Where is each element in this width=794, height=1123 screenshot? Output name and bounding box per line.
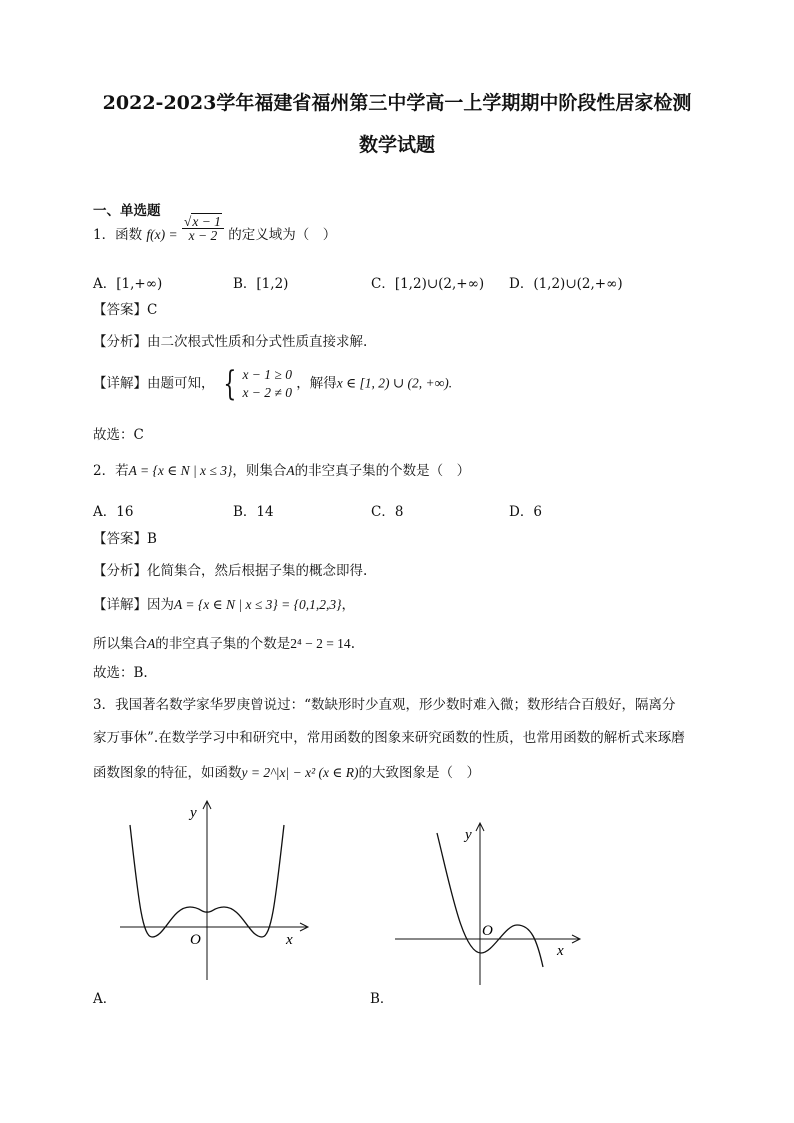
q2-option-a[interactable]: A．16 [93,504,134,520]
q1-frac-num: x − 1 [192,213,221,229]
q1-stem-suffix: 的定义域为（ ） [228,227,337,243]
answer-tag: 【答案】 [93,531,147,547]
q1-analysis-text: 由二次根式性质和分式性质直接求解. [147,334,368,350]
q2-line2-end: . [350,636,355,652]
detail-tag: 【详解】 [93,375,147,392]
q2-set-name: A [286,463,295,478]
q1-frac-den: x − 2 [188,228,218,243]
analysis-tag: 【分析】 [93,334,147,350]
q2-number: 2． [93,463,116,479]
q1-stem [93,213,337,243]
q2-option-c[interactable]: C．8 [371,504,404,520]
q3-line3-suffix: 的大致图象是（ ） [358,765,480,781]
q1-choice: 故选：C [93,427,144,443]
q2-line2-prefix: 所以集合 [93,636,147,652]
q3-number: 3． [93,697,116,713]
detail-tag: 【详解】 [93,597,147,613]
q1-detail-suffix: ，解得 [296,375,337,392]
q3-stem-line2: 家万事休”.在数学学习中和研究中，常用函数的图象来研究函数的性质，也常用函数的解析式来琢磨 [93,730,685,746]
y-axis-label: y [465,827,472,843]
q1-func: f(x) = [146,227,178,242]
q3-line3-prefix: 函数图象的特征，如函数 [93,765,242,781]
x-axis-label: x [557,943,564,959]
q3-stem-line3 [93,766,480,781]
q2-answer [93,533,157,547]
q2-line2-expr: 2⁴ − 2 = 14 [290,636,351,651]
q2-line2-set: A [147,636,156,651]
q1-analysis [93,336,367,350]
q2-line2-mid: 的非空真子集的个数是 [155,636,291,652]
q2-detail-line2 [93,637,355,652]
q3-option-b-label[interactable]: B． [370,991,394,1007]
q1-detail-prefix: 由题可知， [147,375,215,392]
origin-label: O [190,932,201,948]
q2-detail [93,598,355,613]
x-axis-label: x [286,932,293,948]
q2-analysis-text: 化简集合，然后根据子集的概念即得. [147,563,368,579]
q3-line3-expr: y = 2^|x| − x² (x ∈ R) [241,765,359,780]
origin-label: O [482,923,493,939]
q1-option-b[interactable]: B．[1,2) [233,276,289,292]
q1-number: 1． [93,227,116,243]
q2-stem-prefix: 若 [115,463,129,479]
q2-detail-prefix: 因为 [147,597,174,613]
q3-graph-a [110,795,320,985]
q3-stem-line1 [93,699,676,713]
q2-set-expr: A = {x ∈ N | x ≤ 3} [128,463,233,478]
q1-detail [93,364,453,405]
q1-stem-prefix: 函数 [115,227,143,243]
q2-stem-mid: ，则集合 [232,463,287,479]
q2-option-b[interactable]: B．14 [233,504,274,520]
q2-detail-expr: A = {x ∈ N | x ≤ 3} = {0,1,2,3} [174,597,342,612]
q1-answer-value: C [147,302,158,318]
q2-analysis [93,565,367,579]
q2-option-d[interactable]: D．6 [509,504,542,520]
q1-detail-result: x ∈ [1, 2) ∪ (2, +∞). [336,375,453,391]
page-title-line1: 2022-2023学年福建省福州第三中学高一上学期期中阶段性居家检测 [102,92,692,114]
q2-stem [93,464,470,479]
q3-line1: 我国著名数学家华罗庚曾说过：“数缺形时少直观，形少数时难入微；数形结合百般好，隔离分 [115,697,676,713]
q1-fraction: $\frac{√x - 1}{x - 2}$ [182,215,224,243]
q2-stem-suffix: 的非空真子集的个数是（ ） [294,463,471,479]
q1-option-c[interactable]: C．[1,2)∪(2,+∞) [371,276,485,292]
q2-answer-value: B [147,531,157,547]
page-title-line2: 数学试题 [358,134,435,156]
q3-graph-b [385,815,595,990]
q1-option-d[interactable]: D．(1,2)∪(2,+∞) [509,276,623,292]
q1-option-a[interactable]: A．[1,+∞) [93,276,163,292]
q2-detail-suffix: ， [341,597,356,613]
y-axis-label: y [190,805,197,821]
analysis-tag: 【分析】 [93,563,147,579]
section-heading: 一、单选题 [93,203,161,219]
q1-inequality-system: { x − 1 ≥ 0 x − 2 ≠ 0 [223,364,292,405]
answer-tag: 【答案】 [93,302,147,318]
curve-b [437,833,543,967]
q1-sys-line1: x − 1 ≥ 0 [242,367,292,382]
q1-sys-line2: x − 2 ≠ 0 [242,385,292,401]
q1-answer [93,304,157,318]
q2-choice: 故选：B. [93,665,148,681]
q3-option-a-label[interactable]: A． [93,991,117,1007]
